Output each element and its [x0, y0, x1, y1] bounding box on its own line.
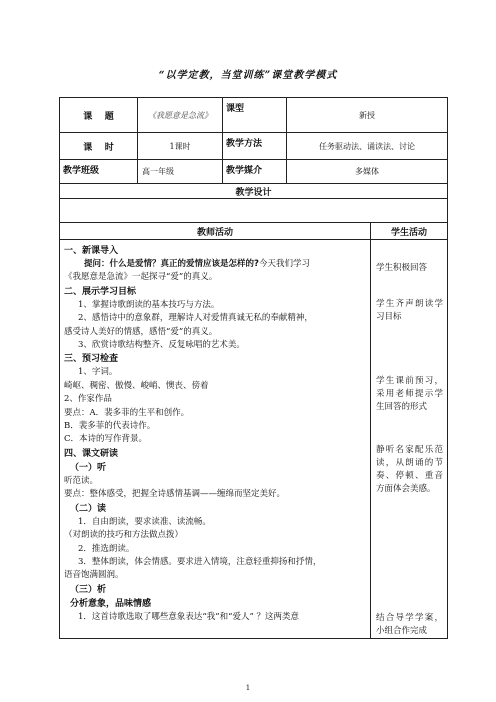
class-row [60, 160, 448, 184]
student-column-header: 学生活动 [371, 223, 448, 240]
hours-value: 1课时 [138, 133, 223, 160]
intro-line-2: 《我愿意是急流》一起探寻“爱”的真义。 [64, 272, 218, 283]
study-listen-1: 听范读。 [64, 475, 99, 486]
media-label: 教学媒介 [223, 160, 287, 184]
type-label: 课型 [223, 98, 287, 133]
goal-2b: 感受诗人美好的情感，感悟“爱”的真义。 [64, 326, 218, 337]
student-activity-1: 学生积极回答 [376, 263, 428, 273]
study-read-2: （对朗读的技巧和方法做点拨） [64, 530, 184, 541]
column-header-row [60, 223, 448, 240]
goal-1: 1、掌握诗歌朗读的基本技巧与方法。 [78, 299, 220, 310]
section-study-title: 四、课文研读 [64, 448, 119, 459]
teacher-column-header: 教师活动 [60, 223, 371, 240]
lesson-plan-table [59, 97, 448, 639]
method-value: 任务驱动法、诵读法、讨论 [287, 133, 448, 160]
study-read-title: （二）读 [70, 503, 107, 514]
intro-question-bold: 提问：什么是爱情？真正的爱情应该是怎样的? [84, 259, 259, 269]
goal-3: 3、欣赏诗歌结构整齐、反复咏唱的艺术美。 [78, 340, 245, 351]
class-label: 教学班级 [60, 160, 138, 184]
study-read-1: 1．自由朗读，要求读准、读流畅。 [78, 516, 211, 527]
page-number: 1 [245, 684, 251, 692]
section-goals-title: 二、展示学习目标 [64, 286, 137, 297]
section-preview-title: 三、预习检查 [64, 354, 119, 365]
study-read-4a: 3．整体朗读，体会情感。要求进入情境，注意轻重抑扬和抒情， [78, 556, 322, 567]
teacher-activities [60, 240, 371, 639]
type-value: 新授 [287, 98, 448, 133]
study-listen-2: 要点：整体感受，把握全诗感情基调——缠绵而坚定美好。 [64, 489, 286, 500]
student-activity-5: 结合导学学案，小组合作完成 [376, 613, 443, 636]
blank-cell [60, 199, 448, 223]
goal-2a: 2、感悟诗中的意象群，理解诗人对爱情真诚无私的奉献精神， [78, 313, 313, 324]
intro-question-tail: 今天我们学习 [258, 259, 310, 269]
design-header-row [60, 184, 448, 199]
study-listen-title: （一）听 [70, 462, 107, 473]
study-analyze-title: （三）析 [70, 584, 107, 595]
hours-row [60, 133, 448, 160]
student-activity-2: 学生齐声朗读学习目标 [376, 299, 443, 322]
hours-label: 课 时 [60, 133, 138, 160]
blank-row [60, 199, 448, 223]
topic-label: 课 题 [60, 98, 138, 133]
class-value: 高一年级 [138, 160, 223, 184]
preview-key-c: C．本诗的写作背景。 [64, 434, 148, 445]
topic-value: 《我愿意是急流》 [138, 98, 223, 133]
media-value: 多媒体 [287, 160, 448, 184]
preview-2: 2、作家作品 [64, 394, 112, 405]
section-intro-title: 一、新课导入 [64, 246, 119, 256]
design-header: 教学设计 [60, 184, 448, 199]
preview-1: 1、字词。 [78, 367, 118, 378]
method-label: 教学方法 [223, 133, 287, 160]
student-activity-3: 学生课前预习，采用老师提示学生回答的形式 [376, 376, 443, 412]
page-title: “以学定教，当堂训练”课堂教学模式 [158, 70, 338, 81]
study-analyze-subtitle: 分析意象，品味情感 [70, 598, 152, 609]
student-activities [371, 240, 448, 639]
topic-row [60, 98, 448, 133]
preview-key-a: 要点：A．裴多菲的生平和创作。 [64, 407, 190, 418]
study-read-4b: 语音饱满圆润。 [64, 570, 124, 581]
study-analyze-1: 1．这首诗歌选取了哪些意象表达“我”和“爱人” ？这两类意 [78, 611, 299, 622]
study-read-3: 2．推选朗读。 [78, 543, 135, 554]
intro-question [64, 258, 366, 271]
preview-words: 崎岖、稠密、傲慢、峻峭、懊丧、傍着 [64, 380, 209, 391]
preview-key-b: B．裴多菲的代表诗作。 [64, 421, 156, 432]
student-activity-4: 静听名家配乐范读，从朗诵的节奏、停顿、重音方面体会美感。 [376, 445, 443, 494]
activities-row [60, 240, 448, 639]
